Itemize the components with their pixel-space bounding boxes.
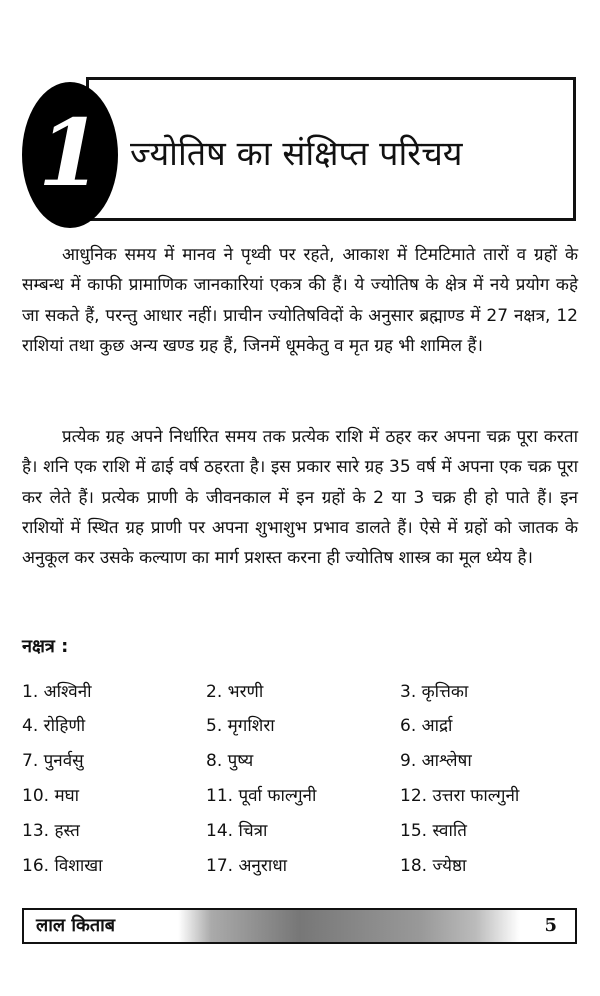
list-item: 7. पुनर्वसु [22,751,84,771]
list-item: 12. उत्तरा फाल्गुनी [400,786,520,806]
list-item: 10. मघा [22,786,80,806]
list-item: 14. चित्रा [206,821,268,841]
list-item: 5. मृगशिरा [206,716,275,736]
list-item: 8. पुष्य [206,751,254,771]
list-item: 15. स्वाति [400,821,468,841]
list-item: 11. पूर्वा फाल्गुनी [206,786,317,806]
paragraph-intro: आधुनिक समय में मानव ने पृथ्वी पर रहते, आकाश में टिमटिमाते तारों व ग्रहों के सम्बन्ध में काफी प्रामाणिक जानकारियां एकत्र की हैं। ये ज्योतिष के क्षेत्र में नये प्रयोग कहे जा सकते हैं, परन्तु आधार नहीं। प्राचीन ज्योतिषविदों के अनुसार ब्रह्माण्ड में 27 नक्षत्र, 12 राशियां तथा कुछ अन्य खण्ड ग्रह हैं, जिनमें धूमकेतु व मृत ग्रह भी शामिल हैं। [22,245,578,356]
list-item: 2. भरणी [206,682,264,702]
list-item: 18. ज्येष्ठा [400,856,467,876]
list-item: 9. आश्लेषा [400,751,472,771]
page-number: 5 [540,913,561,939]
list-item: 3. कृत्तिका [400,682,469,702]
nakshatra-heading: नक्षत्र : [22,636,69,657]
paragraph-planets: प्रत्येक ग्रह अपने निर्धारित समय तक प्रत्येक राशि में ठहर कर अपना चक्र पूरा करता है। शनि एक राशि में ढाई वर्ष ठहरता है। इस प्रकार सारे ग्रह 35 वर्ष में अपना एक चक्र पूरा कर लेते हैं। प्रत्येक प्राणी के जीवनकाल में इन ग्रहों के 2 या 3 चक्र ही हो पाते हैं। इन राशियों में स्थित ग्रह प्राणी पर अपना शुभाशुभ प्रभाव डालते हैं। ऐसे में ग्रहों को जातक के अनुकूल कर उसके कल्याण का मार्ग प्रशस्त करना ही ज्योतिष शास्त्र का मूल ध्येय है। [22,427,578,569]
list-item: 13. हस्त [22,821,80,841]
chapter-number: 1 [37,99,102,207]
list-item: 6. आर्द्रा [400,716,453,736]
page-footer [22,908,577,944]
list-item: 16. विशाखा [22,856,103,876]
list-item: 1. अश्विनी [22,682,92,702]
list-item: 4. रोहिणी [22,716,86,736]
book-title: लाल किताब [32,913,119,939]
chapter-title: ज्योतिष का संक्षिप्त परिचय [130,134,463,174]
list-item: 17. अनुराधा [206,856,288,876]
